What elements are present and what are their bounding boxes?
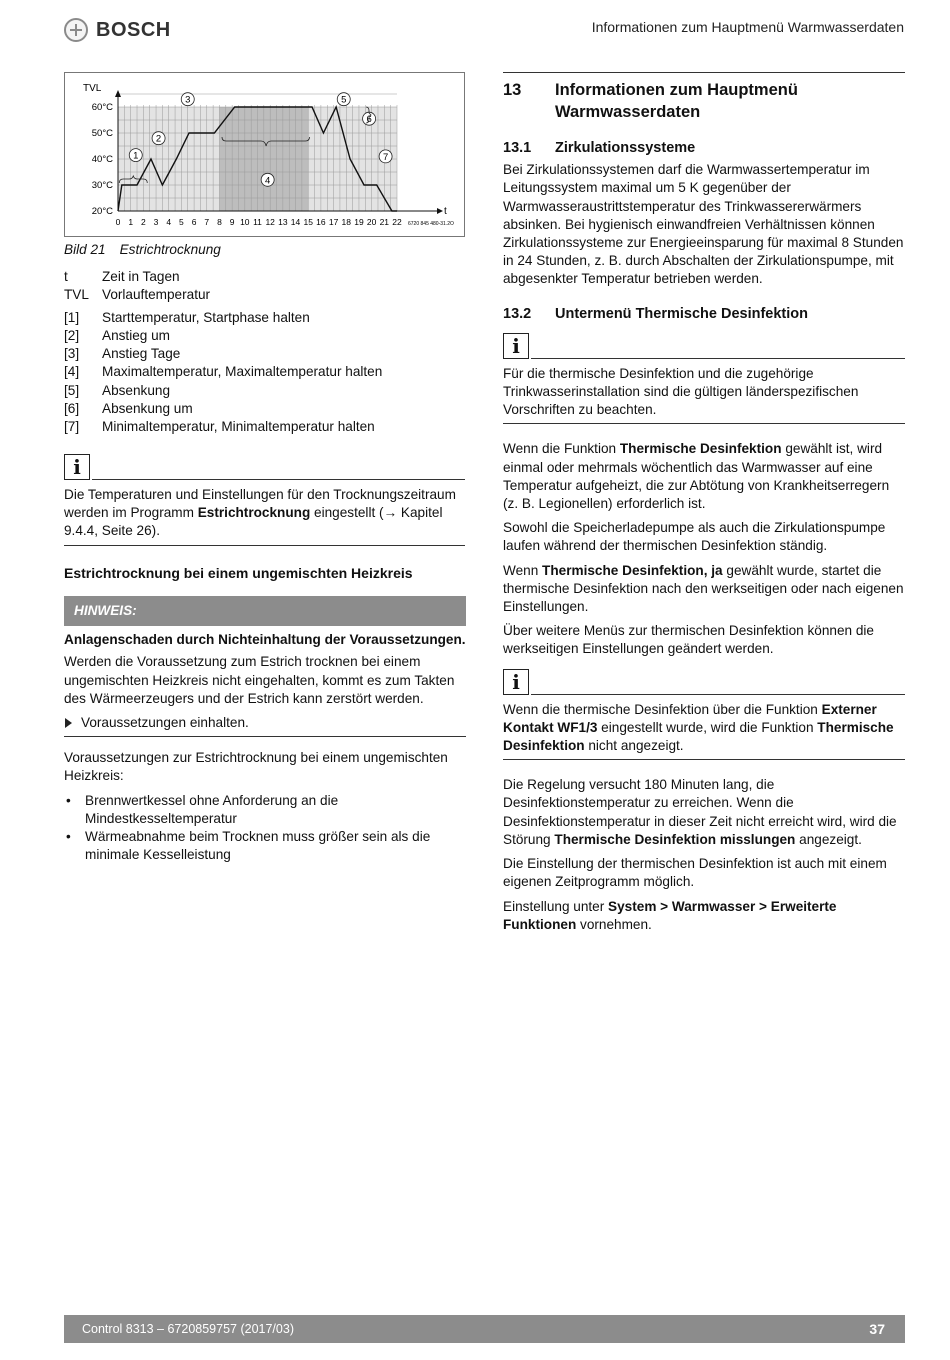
x-tick-label: 2 xyxy=(140,217,146,227)
desinfektion-p1: Wenn die Funktion Thermische Desinfektion gewählt ist, wird einmal oder mehrmals wöchentlich das Warmwasser auf eine Temperatur aufgeheizt, die zur Abtötung von Krankheitserregern (z. B. Legionellen) erforderlich ist. xyxy=(503,441,890,512)
x-tick-label: 6 xyxy=(191,217,197,227)
x-tick-label: 21 xyxy=(379,217,390,227)
info-note-estrich xyxy=(64,450,465,546)
y-tick-label: 40°C xyxy=(91,154,113,165)
legend-item: [7] Minimaltemperatur, Minimaltemperatur halten xyxy=(64,419,375,435)
legend-item: [3] Anstieg Tage xyxy=(64,346,181,362)
legend-item: [5] Absenkung xyxy=(64,382,171,398)
x-tick-label: 18 xyxy=(341,217,352,227)
x-tick-label: 17 xyxy=(328,217,339,227)
x-tick-label: 16 xyxy=(316,217,326,227)
arrow-icon xyxy=(65,718,72,728)
desinfektion-p2: Sowohl die Speicherladepumpe als auch die Zirkulationspumpe laufen während der thermischen Desinfektion ständig. xyxy=(503,520,886,554)
warning-title: Anlagenschaden durch Nichteinhaltung der Voraussetzungen. xyxy=(64,632,466,648)
marker-label: 4 xyxy=(264,175,271,187)
list-item: • Wärmeabnahme beim Trocknen muss größer sein als die minimale Kesselleistung xyxy=(66,829,431,863)
right-column xyxy=(503,72,905,940)
y-tick-label: 30°C xyxy=(91,180,113,191)
hinweis-bar: HINWEIS: xyxy=(64,596,466,626)
marker-label: 1 xyxy=(133,150,139,162)
warning-text: Werden die Voraussetzung zum Estrich trocknen bei einem ungemischten Heizkreis nicht eingehalten, kommt es zum Takten des Wärmeerzeugers und der Estrich kann zerstört werden. xyxy=(64,654,455,706)
marker-label: 3 xyxy=(185,94,191,106)
x-tick-label: 4 xyxy=(166,217,172,227)
subsection-13-2-heading: 13.2 Untermenü Thermische Desinfektion xyxy=(503,305,808,322)
x-tick-label: 15 xyxy=(303,217,313,227)
bosch-armature-icon xyxy=(64,18,88,42)
x-tick-label: 5 xyxy=(179,217,184,227)
x-tick-label: 7 xyxy=(204,217,210,227)
subheading-ungemischt: Estrichtrocknung bei einem ungemischten Heizkreis xyxy=(64,565,413,581)
x-tick-label: 0 xyxy=(115,217,121,227)
y-tick-label: 20°C xyxy=(91,206,113,217)
temperature-chart xyxy=(65,73,464,236)
bosch-logo xyxy=(64,17,194,43)
x-tick-label: 9 xyxy=(229,217,235,227)
marker-label: 5 xyxy=(341,94,347,106)
x-tick-label: 11 xyxy=(253,217,262,227)
brand-name: BOSCH xyxy=(96,18,171,41)
x-tick-label: 10 xyxy=(240,217,250,227)
info-text: Die Temperaturen und Einstellungen für den Trocknungszeitraum werden im Programm Estrichtrocknung eingestellt (→ Kapitel 9.4.4, Seite 26). xyxy=(64,480,465,546)
prereq-intro: Voraussetzungen zur Estrichtrocknung bei einem ungemischten Heizkreis: xyxy=(64,750,448,784)
desinfektion-p5: Die Regelung versucht 180 Minuten lang, die Desinfektionstemperatur zu erreichen. Wenn die Desinfektionstemperatur in dieser Zeit nicht erreicht wird, wird die Störung Thermische Desinfektion misslungen angezeigt. xyxy=(503,777,897,847)
legend-item: [1] Starttemperatur, Startphase halten xyxy=(64,309,310,325)
zirkulation-text: Bei Zirkulationssystemen darf die Warmwassertemperatur im Leitungssystem maximal um 5 K gegenüber der Warmwasseraustrittstemperatur des Trinkwassererwärmers absinken. Bei hygienisch einwandfreien Verhältnissen können Zirkulationssysteme zur Energieeinsparung für maximal 8 Stunden in 24 Stunden, z. B. durch Abschalten der Zirkulationspumpe, mit abgesenkter Temperatur betrieben werden. xyxy=(503,162,904,287)
info-note-vorschriften: i Für die thermische Desinfektion und die zugehörige Trinkwasserinstallation sind die gültigen länderspezifischen Vorschriften zu beachten. xyxy=(503,329,905,425)
desinfektion-p7: Einstellung unter System > Warmwasser > Erweiterte Funktionen vornehmen. xyxy=(503,898,837,932)
x-tick-label: 1 xyxy=(128,217,134,227)
left-column-lower xyxy=(64,564,466,864)
y-axis-arrow xyxy=(115,90,121,97)
footer-doc-id: Control 8313 – 6720859757 (2017/03) xyxy=(82,1322,294,1336)
marker-label: 2 xyxy=(155,133,162,145)
list-item: • Brennwertkessel ohne Anforderung an die Mindestkesseltemperatur xyxy=(66,792,339,826)
caption-number: Bild 21 xyxy=(64,242,106,257)
legend-item: [2] Anstieg um xyxy=(64,327,171,343)
info-note-externer-kontakt: i Wenn die thermische Desinfektion über die Funktion Externer Kontakt WF1/3 eingestellt wurde, wird die Funktion Thermische Desinfektion nicht angezeigt. xyxy=(503,665,905,761)
figure-estrichtrocknung xyxy=(64,72,465,237)
x-tick-label: 13 xyxy=(278,217,288,227)
caption-text: Estrichtrocknung xyxy=(119,242,221,257)
page-footer xyxy=(64,1315,905,1343)
x-tick-label: 20 xyxy=(366,217,377,227)
info-icon: i xyxy=(503,669,529,695)
x-tick-label: 12 xyxy=(265,217,275,227)
x-tick-label: 14 xyxy=(290,217,301,227)
x-tick-label: 19 xyxy=(354,217,364,227)
figure-caption xyxy=(64,242,221,257)
x-tick-label: 8 xyxy=(217,217,222,227)
figure-legend xyxy=(64,268,382,437)
desinfektion-p4: Über weitere Menüs zur thermischen Desinfektion können die werkseitigen Einstellungen geändert werden. xyxy=(503,623,874,657)
x-axis-label: t xyxy=(444,206,447,217)
legend-item: [6] Absenkung um xyxy=(64,401,193,417)
page-header-title: Informationen zum Hauptmenü Warmwasserdaten xyxy=(591,19,904,35)
x-axis-arrow xyxy=(437,208,443,214)
warning-action: Voraussetzungen einhalten. xyxy=(64,714,466,732)
y-axis-label: TVL xyxy=(83,83,102,94)
page-number: 37 xyxy=(869,1321,885,1337)
info-icon: i xyxy=(503,333,529,359)
y-tick-label: 50°C xyxy=(91,128,113,139)
figure-code: 6720 845 480-31.2O xyxy=(408,221,454,227)
marker-label: 7 xyxy=(382,151,389,163)
info-icon: i xyxy=(64,454,90,480)
desinfektion-p6: Die Einstellung der thermischen Desinfektion ist auch mit einem eigenen Zeitprogramm möglich. xyxy=(503,856,887,890)
legend-item: t Zeit in Tagen xyxy=(64,269,180,284)
section-13-heading: 13 Informationen zum Hauptmenü Warmwasserdaten xyxy=(503,72,905,123)
marker-label: 6 xyxy=(366,114,372,126)
legend-item: TVL Vorlauftemperatur xyxy=(64,287,211,303)
desinfektion-p3: Wenn Thermische Desinfektion, ja gewählt wurde, startet die thermische Desinfektion nach den werkseitigen oder nach eigenen Einstellungen. xyxy=(503,562,904,615)
y-tick-label: 60°C xyxy=(91,102,113,113)
subsection-13-1-heading: 13.1 Zirkulationssysteme xyxy=(503,140,696,156)
x-tick-label: 3 xyxy=(153,217,159,227)
legend-item: [4] Maximaltemperatur, Maximaltemperatur halten xyxy=(64,364,383,380)
x-tick-label: 22 xyxy=(392,217,402,227)
